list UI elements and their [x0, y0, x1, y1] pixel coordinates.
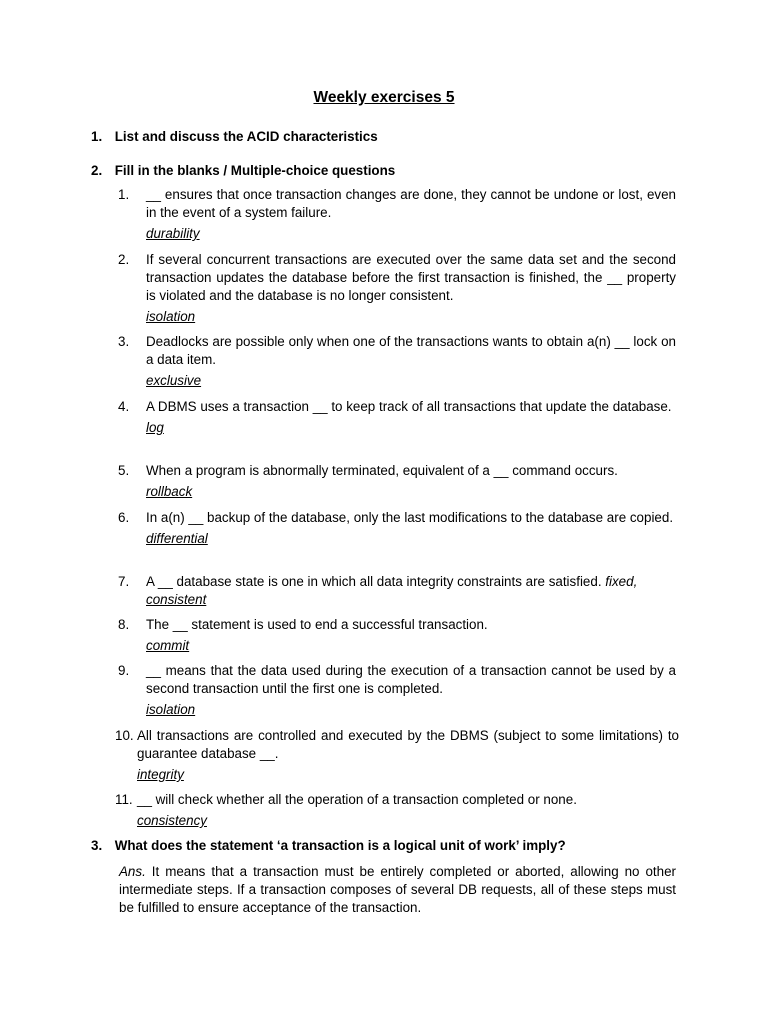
list-item [118, 186, 676, 243]
question-1 [91, 128, 681, 146]
item-text-line [146, 573, 676, 591]
item-number: 3. [118, 334, 130, 349]
question-2 [91, 162, 681, 180]
item-number: 6. [118, 510, 130, 525]
item-answer: consistent [146, 592, 207, 607]
item-number: 9. [118, 663, 130, 678]
list-item [118, 398, 676, 437]
question-number: 1. [91, 129, 103, 144]
question-text: What does the statement ‘a transaction is a logical unit of work’ imply? [114, 838, 566, 853]
item-text: The __ statement is used to end a successful transaction. [146, 617, 488, 632]
list-item [115, 727, 679, 784]
item-text: All transactions are controlled and executed by the DBMS (subject to some limitations) to guarantee database __. [137, 728, 679, 761]
item-number: 2. [118, 252, 130, 267]
list-item [118, 462, 676, 501]
item-text: If several concurrent transactions are executed over the same data set and the second transaction updates the database before the first transaction is finished, the __ property is violated and the database is no longer consistent. [146, 252, 676, 303]
answer-text: It means that a transaction must be entirely completed or aborted, allowing no other intermediate steps. If a transaction composes of several DB requests, all of these steps must be fulfilled to ensure acceptance of the transaction. [119, 864, 676, 915]
list-item [118, 251, 676, 326]
item-text: A __ database state is one in which all data integrity constraints are satisfied. [146, 574, 602, 589]
item-number: 5. [118, 463, 130, 478]
question-text: Fill in the blanks / Multiple-choice questions [114, 163, 396, 178]
list-item [118, 509, 676, 548]
item-answer: consistency [137, 813, 207, 828]
item-text: When a program is abnormally terminated, equivalent of a __ command occurs. [146, 463, 618, 478]
item-number: 1. [118, 187, 130, 202]
item-answer: differential [146, 531, 208, 546]
item-text-extra: fixed, [605, 574, 638, 589]
list-item [118, 662, 676, 719]
question-text: List and discuss the ACID characteristics [114, 129, 378, 144]
item-number: 10. [115, 728, 134, 743]
answer-paragraph [119, 863, 676, 917]
list-item [118, 333, 676, 390]
list-item [115, 791, 679, 830]
item-answer: commit [146, 638, 190, 653]
question-number: 3. [91, 838, 103, 853]
item-number: 8. [118, 617, 130, 632]
item-text: Deadlocks are possible only when one of the transactions wants to obtain a(n) __ lock on a data item. [146, 334, 676, 367]
question-number: 2. [91, 163, 103, 178]
item-number: 11. [115, 792, 133, 807]
item-text: __ means that the data used during the execution of a transaction cannot be used by a second transaction until the first one is completed. [146, 663, 676, 696]
item-text: In a(n) __ backup of the database, only the last modifications to the database are copied. [146, 510, 674, 525]
document-title: Weekly exercises 5 [313, 89, 455, 106]
item-answer: rollback [146, 484, 193, 499]
list-item [118, 616, 676, 655]
item-text: A DBMS uses a transaction __ to keep track of all transactions that update the database. [146, 399, 672, 414]
item-text: __ ensures that once transaction changes are done, they cannot be undone or lost, even in the event of a system failure. [146, 187, 676, 220]
item-number: 7. [118, 574, 130, 589]
item-answer: isolation [146, 702, 196, 717]
item-answer: integrity [137, 767, 184, 782]
question-3 [91, 837, 681, 855]
item-answer: durability [146, 226, 200, 241]
answer-label: Ans. [119, 864, 146, 879]
item-answer: log [146, 420, 164, 435]
item-answer: isolation [146, 309, 196, 324]
item-number: 4. [118, 399, 130, 414]
list-item [118, 573, 676, 609]
item-answer: exclusive [146, 373, 202, 388]
item-text: __ will check whether all the operation of a transaction completed or none. [137, 792, 577, 807]
